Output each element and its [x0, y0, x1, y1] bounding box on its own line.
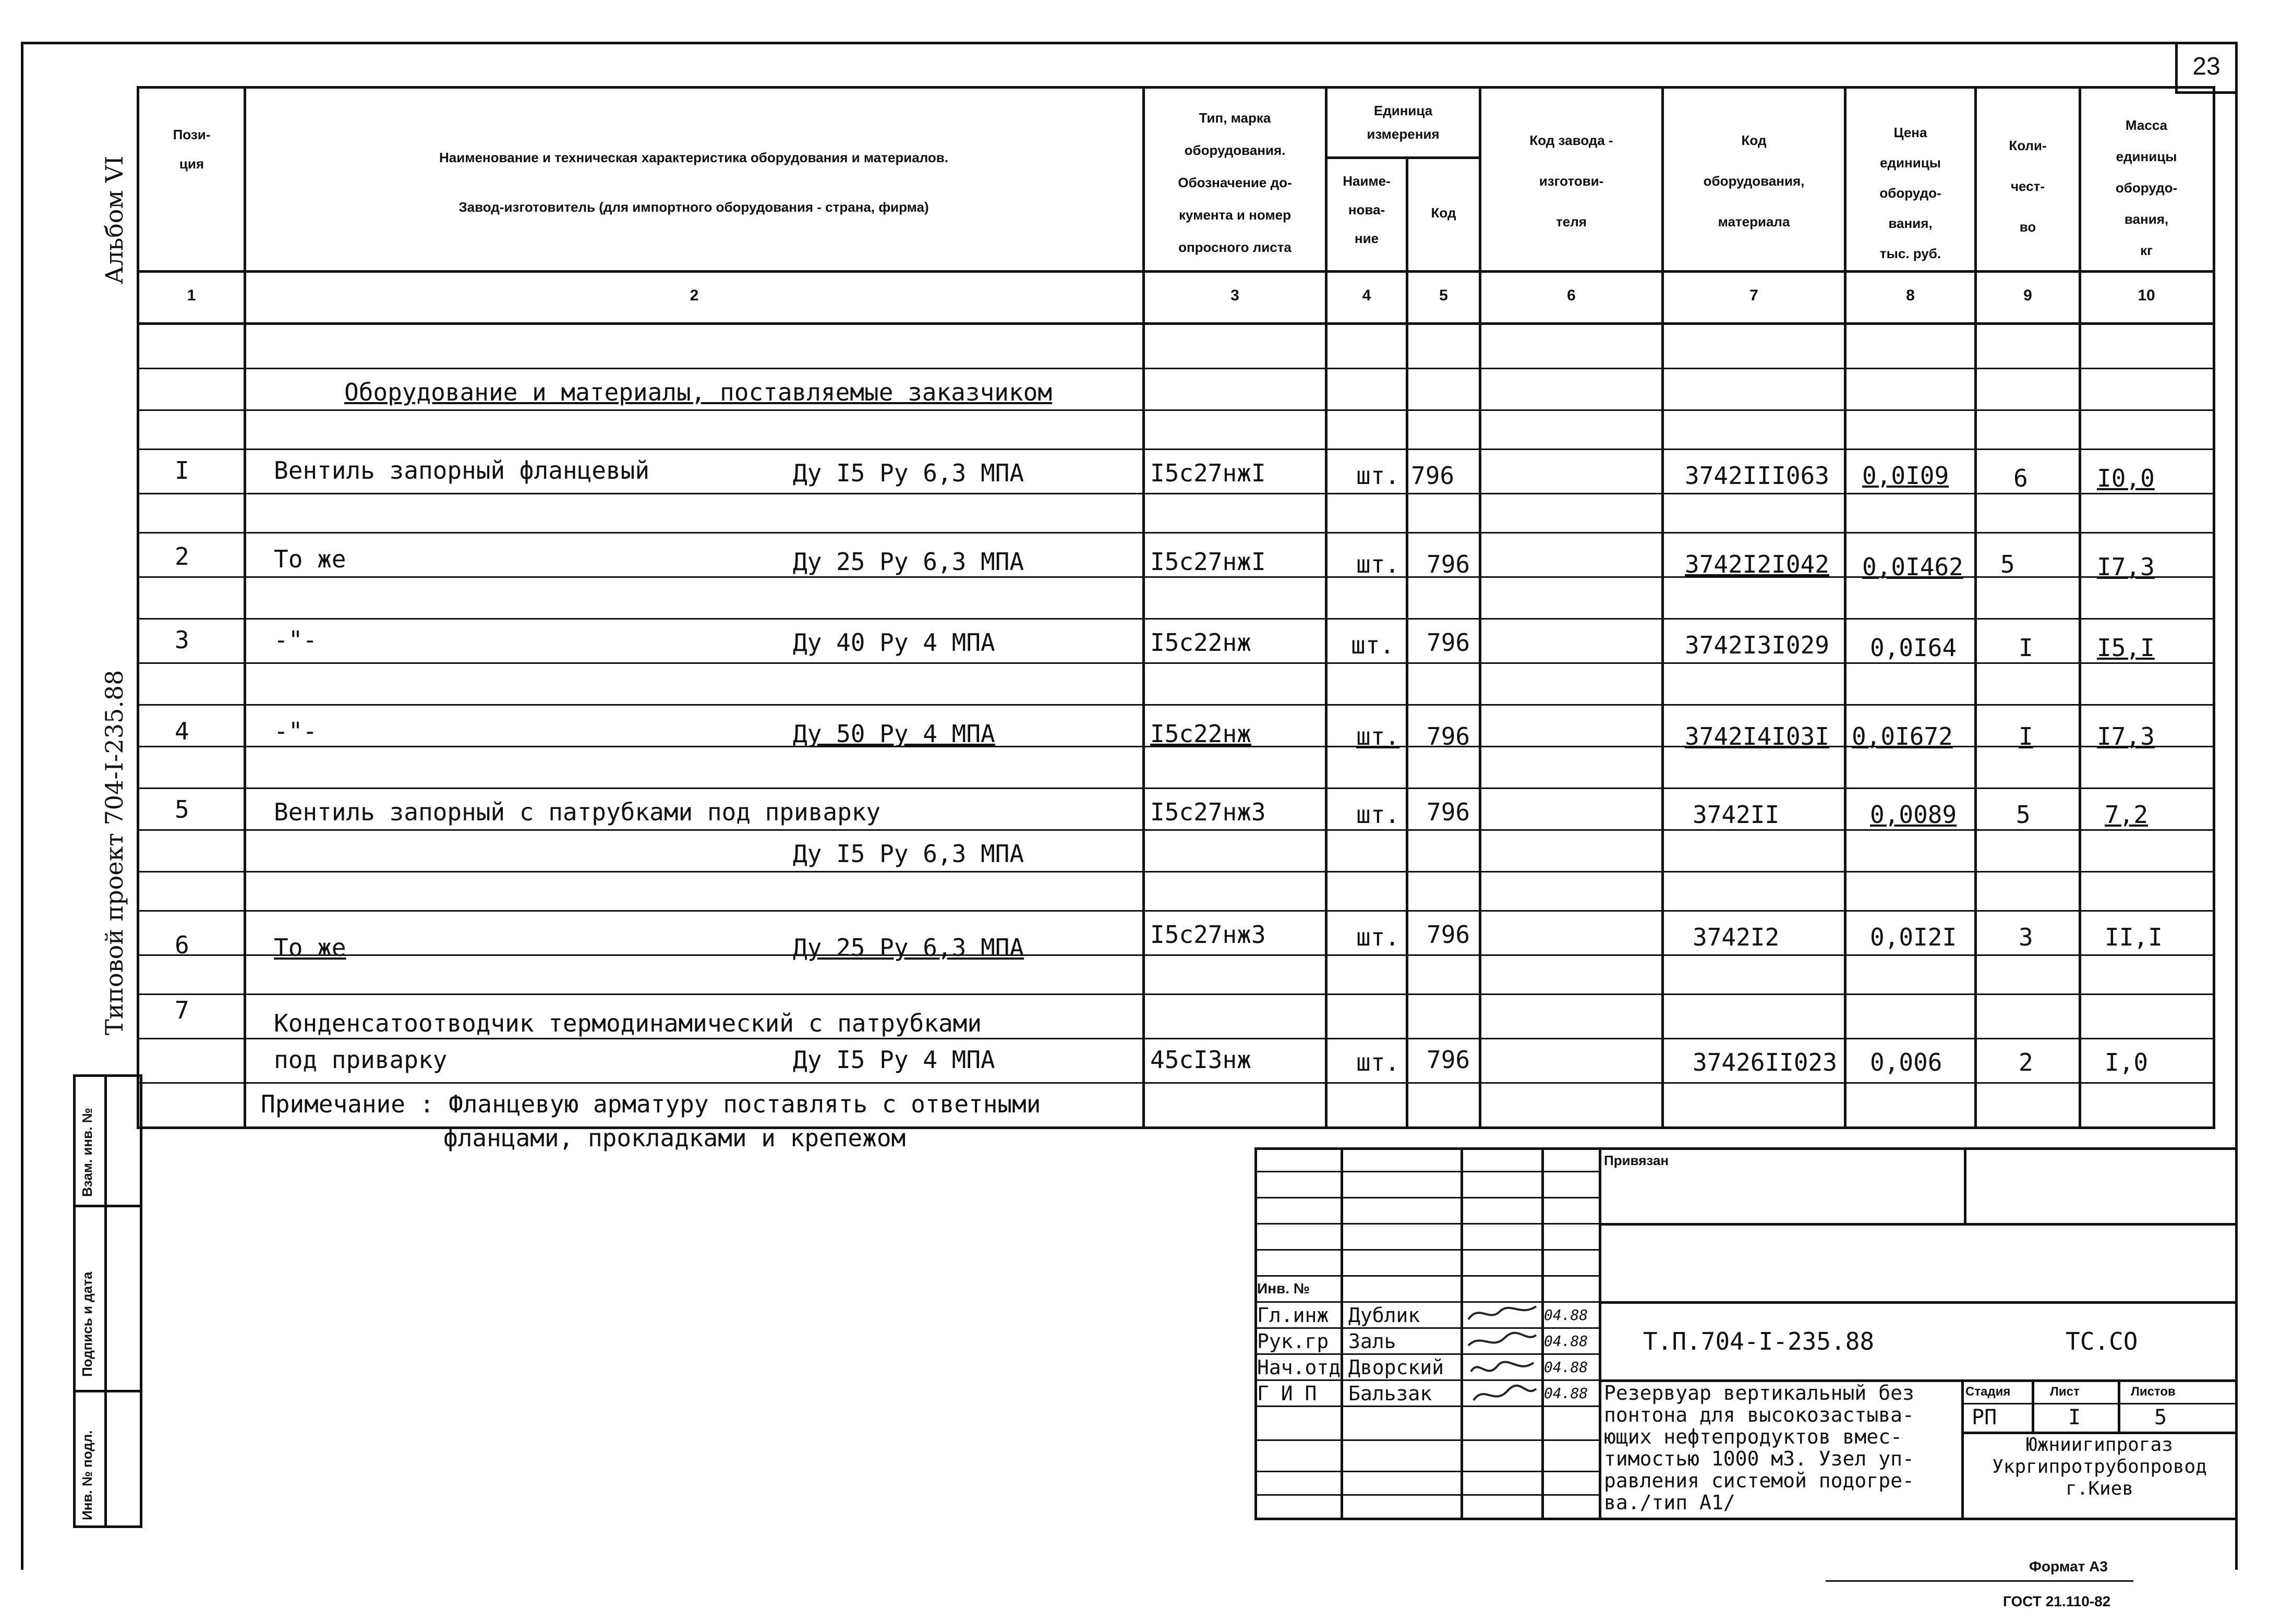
col-number: 10: [2138, 287, 2155, 304]
row-6-unit: шт.: [1356, 923, 1400, 951]
colnum-bottom: [137, 322, 2213, 325]
row-6-pos: 6: [175, 931, 189, 959]
header-quantity: Коли- чест- во: [2009, 138, 2047, 235]
row-4-qty: I: [2019, 722, 2033, 750]
row-7-pos: 7: [175, 996, 189, 1024]
row-line: [137, 910, 2213, 912]
frame-top: [21, 42, 2238, 44]
frame-right: [2235, 42, 2238, 1570]
col-number: 5: [1439, 287, 1448, 304]
stamp-column-left: [73, 1074, 76, 1528]
row-5-unit: шт.: [1356, 801, 1400, 829]
tb-stage-label: Стадия: [1965, 1385, 2011, 1399]
row-line: [137, 704, 2213, 706]
tb-sheet: I: [2068, 1405, 2081, 1429]
row-1-mat-code: 3742III063: [1685, 462, 1829, 490]
tb-grid-h: [1254, 1275, 1599, 1277]
tb-date: 04.88: [1544, 1359, 1588, 1376]
stamp-line: [73, 1205, 141, 1207]
row-3-type: I5с22нж: [1150, 628, 1251, 657]
row-line: [137, 1038, 2213, 1039]
tb-sheets: 5: [2154, 1405, 2167, 1429]
tb-attached-divider: [1964, 1147, 1966, 1223]
note-line-1: Примечание : Фланцевую арматуру поставлять с ответными: [261, 1090, 1041, 1118]
row-line: [137, 993, 2213, 995]
page-box-bottom: [2175, 91, 2238, 94]
row-4-spec: Ду 50 Ру 4 МПА: [793, 720, 995, 748]
header-type: Тип, марка оборудования. Обозначение до- кумента и номер опросного листа: [1178, 110, 1292, 255]
row-2-pos: 2: [175, 542, 189, 571]
col-number: 6: [1567, 287, 1576, 304]
project-label: Типовой проект 704-I-235.88: [100, 670, 128, 1035]
row-line: [137, 829, 2213, 831]
tb-grid-h: [1254, 1249, 1599, 1251]
row-4-mat-code: 3742I4I03I: [1685, 722, 1829, 750]
row-7-code: 796: [1427, 1046, 1470, 1074]
bottom-line: [1826, 1580, 2133, 1582]
row-6-mat-code: 3742I2: [1693, 923, 1780, 951]
tb-grid-h: [1254, 1353, 1599, 1355]
stamp-column-mid: [104, 1074, 107, 1528]
row-1-qty: 6: [2013, 464, 2028, 492]
stamp-column-right: [140, 1074, 142, 1528]
tb-stage: РП: [1972, 1405, 1997, 1429]
row-3-mass: I5,I: [2097, 634, 2155, 662]
row-line: [137, 532, 2213, 534]
tb-grid-h: [1254, 1405, 1599, 1407]
col-number: 8: [1906, 287, 1915, 304]
row-2-spec: Ду 25 Ру 6,3 МПА: [793, 548, 1024, 576]
col-number: 2: [690, 287, 699, 304]
tb-grid-h: [1254, 1379, 1599, 1381]
col-number: 9: [2023, 287, 2032, 304]
row-1-pos: I: [175, 456, 189, 484]
tb-grid-v: [1341, 1147, 1343, 1518]
header-unit-code: Код: [1431, 205, 1456, 221]
tb-attached-bottom: [1599, 1223, 2235, 1226]
tb-stage-line: [1961, 1403, 2235, 1404]
col-line-1: [244, 86, 246, 1126]
row-line: [137, 449, 2213, 450]
row-3-name: -"-: [274, 626, 318, 654]
stamp-line: [73, 1390, 141, 1392]
tb-doc-code: Т.П.704-I-235.88: [1643, 1327, 1875, 1355]
row-7-price: 0,006: [1870, 1048, 1942, 1076]
col-number: 4: [1362, 287, 1371, 304]
tb-inv-label: Инв. №: [1257, 1280, 1310, 1296]
row-7-spec: Ду I5 Ру 4 МПА: [793, 1046, 995, 1074]
row-5-mass: 7,2: [2105, 801, 2149, 829]
tb-organization: Южниигипрогаз Укргипротрубопровод г.Киев: [1992, 1434, 2207, 1499]
frame-left: [21, 42, 23, 1570]
tb-desc-divider: [1961, 1379, 1964, 1518]
row-line: [137, 871, 2213, 872]
row-1-name: Вентиль запорный фланцевый: [274, 456, 650, 484]
tb-person: Дублик: [1348, 1304, 1420, 1327]
row-5-qty: 5: [2016, 801, 2031, 829]
row-5-name: Вентиль запорный с патрубками под приварку: [274, 798, 881, 826]
row-3-spec: Ду 40 Ру 4 МПА: [793, 628, 995, 657]
row-5-type: I5с27нж3: [1150, 798, 1266, 826]
row-2-unit: шт.: [1356, 550, 1400, 578]
row-3-unit: шт.: [1351, 631, 1395, 659]
col-number: 3: [1230, 287, 1239, 304]
header-material-code: Код оборудования, материала: [1703, 132, 1805, 229]
tb-attached-label: Привязан: [1604, 1153, 1669, 1168]
table-right: [2213, 86, 2215, 1129]
row-2-price: 0,0I462: [1862, 553, 1963, 581]
tb-grid-h: [1254, 1301, 1599, 1303]
tb-sheet-code: ТС.СО: [2066, 1327, 2138, 1355]
row-line: [137, 409, 2213, 411]
row-4-mass: I7,3: [2097, 722, 2155, 750]
tb-date: 04.88: [1544, 1306, 1588, 1324]
tb-date: 04.88: [1544, 1332, 1588, 1350]
row-1-price: 0,0I09: [1862, 462, 1949, 490]
row-3-code: 796: [1427, 628, 1470, 657]
tb-top: [1254, 1147, 2235, 1150]
stamp-top: [73, 1074, 141, 1077]
row-2-qty: 5: [2000, 550, 2015, 578]
row-1-spec: Ду I5 Ру 6,3 МПА: [793, 459, 1024, 487]
tb-person: Дворский: [1348, 1356, 1444, 1379]
tb-person: Заль: [1348, 1330, 1396, 1353]
row-7-mass: I,0: [2105, 1048, 2149, 1076]
tb-description: Резервуар вертикальный без понтона для высокозастыва- ющих нефтепродуктов вмес- тимостью 1000 м3. Узел уп- равления системой подогре- ва./тип А1/: [1604, 1381, 1914, 1514]
row-4-price: 0,0I672: [1852, 722, 1953, 750]
col-line-6: [1661, 86, 1664, 1126]
format-label: Формат А3: [2029, 1558, 2108, 1574]
header-bottom: [137, 270, 2213, 273]
tb-stage-v: [2032, 1379, 2034, 1432]
row-6-name: То же: [274, 934, 346, 962]
unit-group-line: [1325, 156, 1479, 159]
row-7-qty: 2: [2019, 1048, 2033, 1076]
row-line: [137, 662, 2213, 664]
stamp-bottom: [73, 1525, 141, 1528]
row-3-price: 0,0I64: [1870, 634, 1957, 662]
header-position: Пози- ция: [173, 127, 211, 172]
tb-role: Гл.инж: [1257, 1304, 1329, 1327]
gost-label: ГОСТ 21.110-82: [2003, 1593, 2111, 1609]
row-2-mass: I7,3: [2097, 553, 2155, 581]
row-line: [137, 954, 2213, 956]
table-left: [137, 86, 139, 1129]
row-7-type: 45сI3нж: [1150, 1046, 1251, 1074]
row-6-type: I5с27нж3: [1150, 920, 1266, 949]
row-4-type: I5с22нж: [1150, 720, 1251, 748]
header-name: Наименование и техническая характеристика оборудования и материалов. Завод-изготовитель (для импортного оборудования - страна, фирма): [439, 150, 948, 215]
row-2-type: I5с27нжI: [1150, 548, 1266, 576]
tb-code-top: [1599, 1301, 2235, 1304]
tb-grid-h: [1254, 1197, 1599, 1198]
row-line: [137, 493, 2213, 494]
col-number: 1: [187, 287, 196, 304]
stamp-label-inv: Инв. № подл.: [79, 1430, 95, 1520]
tb-role: Г И П: [1257, 1382, 1317, 1405]
signatures-graphic: [1463, 1301, 1541, 1411]
col-number: 7: [1749, 287, 1758, 304]
row-line: [137, 618, 2213, 620]
row-5-mat-code: 3742II: [1693, 801, 1780, 829]
row-1-code: 796: [1411, 462, 1455, 490]
row-5-pos: 5: [175, 795, 189, 823]
tb-grid-h: [1254, 1471, 1599, 1472]
row-1-unit: шт.: [1356, 462, 1400, 490]
tb-grid-h: [1254, 1439, 1599, 1441]
tb-divider: [1599, 1147, 1601, 1518]
row-2-name: То же: [274, 545, 346, 573]
row-1-type: I5с27нжI: [1150, 459, 1266, 487]
tb-grid-h: [1254, 1494, 1599, 1496]
row-6-spec: Ду 25 Ру 6,3 МПА: [793, 934, 1024, 962]
row-line: [137, 1082, 2213, 1084]
stamp-label-replace: Взам. инв. №: [79, 1108, 95, 1197]
tb-grid-h: [1254, 1327, 1599, 1329]
row-3-qty: I: [2019, 634, 2033, 662]
row-4-unit: шт.: [1356, 722, 1400, 750]
note-line-2: фланцами, прокладками и крепежом: [443, 1124, 906, 1152]
row-4-name: -"-: [274, 717, 318, 745]
stamp-label-sign: Подпись и дата: [79, 1271, 95, 1377]
page-number: 23: [2192, 53, 2220, 80]
row-6-price: 0,0I2I: [1870, 923, 1957, 951]
row-7-name: Конденсатоотводчик термодинамический с патрубками: [274, 1009, 982, 1037]
row-line: [137, 787, 2213, 789]
row-5-code: 796: [1427, 798, 1470, 826]
tb-grid-h: [1254, 1171, 1599, 1172]
tb-sheet-label: Лист: [2050, 1385, 2080, 1399]
tb-stage-v: [2118, 1379, 2120, 1432]
row-2-code: 796: [1427, 550, 1470, 578]
row-6-code: 796: [1427, 920, 1470, 949]
row-2-mat-code: 3742I2I042: [1685, 550, 1829, 578]
row-7-mat-code: 37426II023: [1693, 1048, 1837, 1076]
row-4-pos: 4: [175, 717, 189, 745]
tb-grid-h: [1254, 1223, 1599, 1225]
row-6-mass: II,I: [2105, 923, 2163, 951]
row-line: [137, 368, 2213, 369]
tb-date: 04.88: [1544, 1385, 1588, 1402]
row-7-unit: шт.: [1356, 1048, 1400, 1076]
row-4-code: 796: [1427, 722, 1470, 750]
header-unit-group: Единица измерения: [1367, 103, 1440, 142]
row-6-qty: 3: [2019, 923, 2033, 951]
section-title: Оборудование и материалы, поставляемые заказчиком: [344, 378, 1053, 406]
table-top: [137, 86, 2213, 89]
album-label: Альбом VI: [100, 155, 128, 284]
row-3-pos: 3: [175, 626, 189, 654]
tb-person: Бальзак: [1348, 1382, 1432, 1405]
header-plant-code: Код завода - изготови- теля: [1529, 132, 1613, 229]
header-mass: Масса единицы оборудо- вания, кг: [2115, 117, 2178, 258]
tb-sheets-label: Листов: [2131, 1385, 2176, 1399]
row-7-name-cont: под приварку: [274, 1046, 448, 1074]
row-3-mat-code: 3742I3I029: [1685, 631, 1829, 659]
col-line-5: [1479, 86, 1481, 1126]
row-5-price: 0,0089: [1870, 801, 1957, 829]
row-5-spec: Ду I5 Ру 6,3 МПА: [793, 840, 1024, 868]
tb-bottom: [1254, 1518, 2235, 1520]
header-unit-name: Наиме- нова- ние: [1343, 173, 1391, 246]
tb-role: Нач.отд: [1257, 1356, 1341, 1379]
row-1-mass: I0,0: [2097, 464, 2155, 492]
page-box-left: [2175, 42, 2178, 91]
tb-role: Рук.гр: [1257, 1330, 1329, 1353]
header-price: Цена единицы оборудо- вания, тыс. руб.: [1879, 125, 1941, 261]
